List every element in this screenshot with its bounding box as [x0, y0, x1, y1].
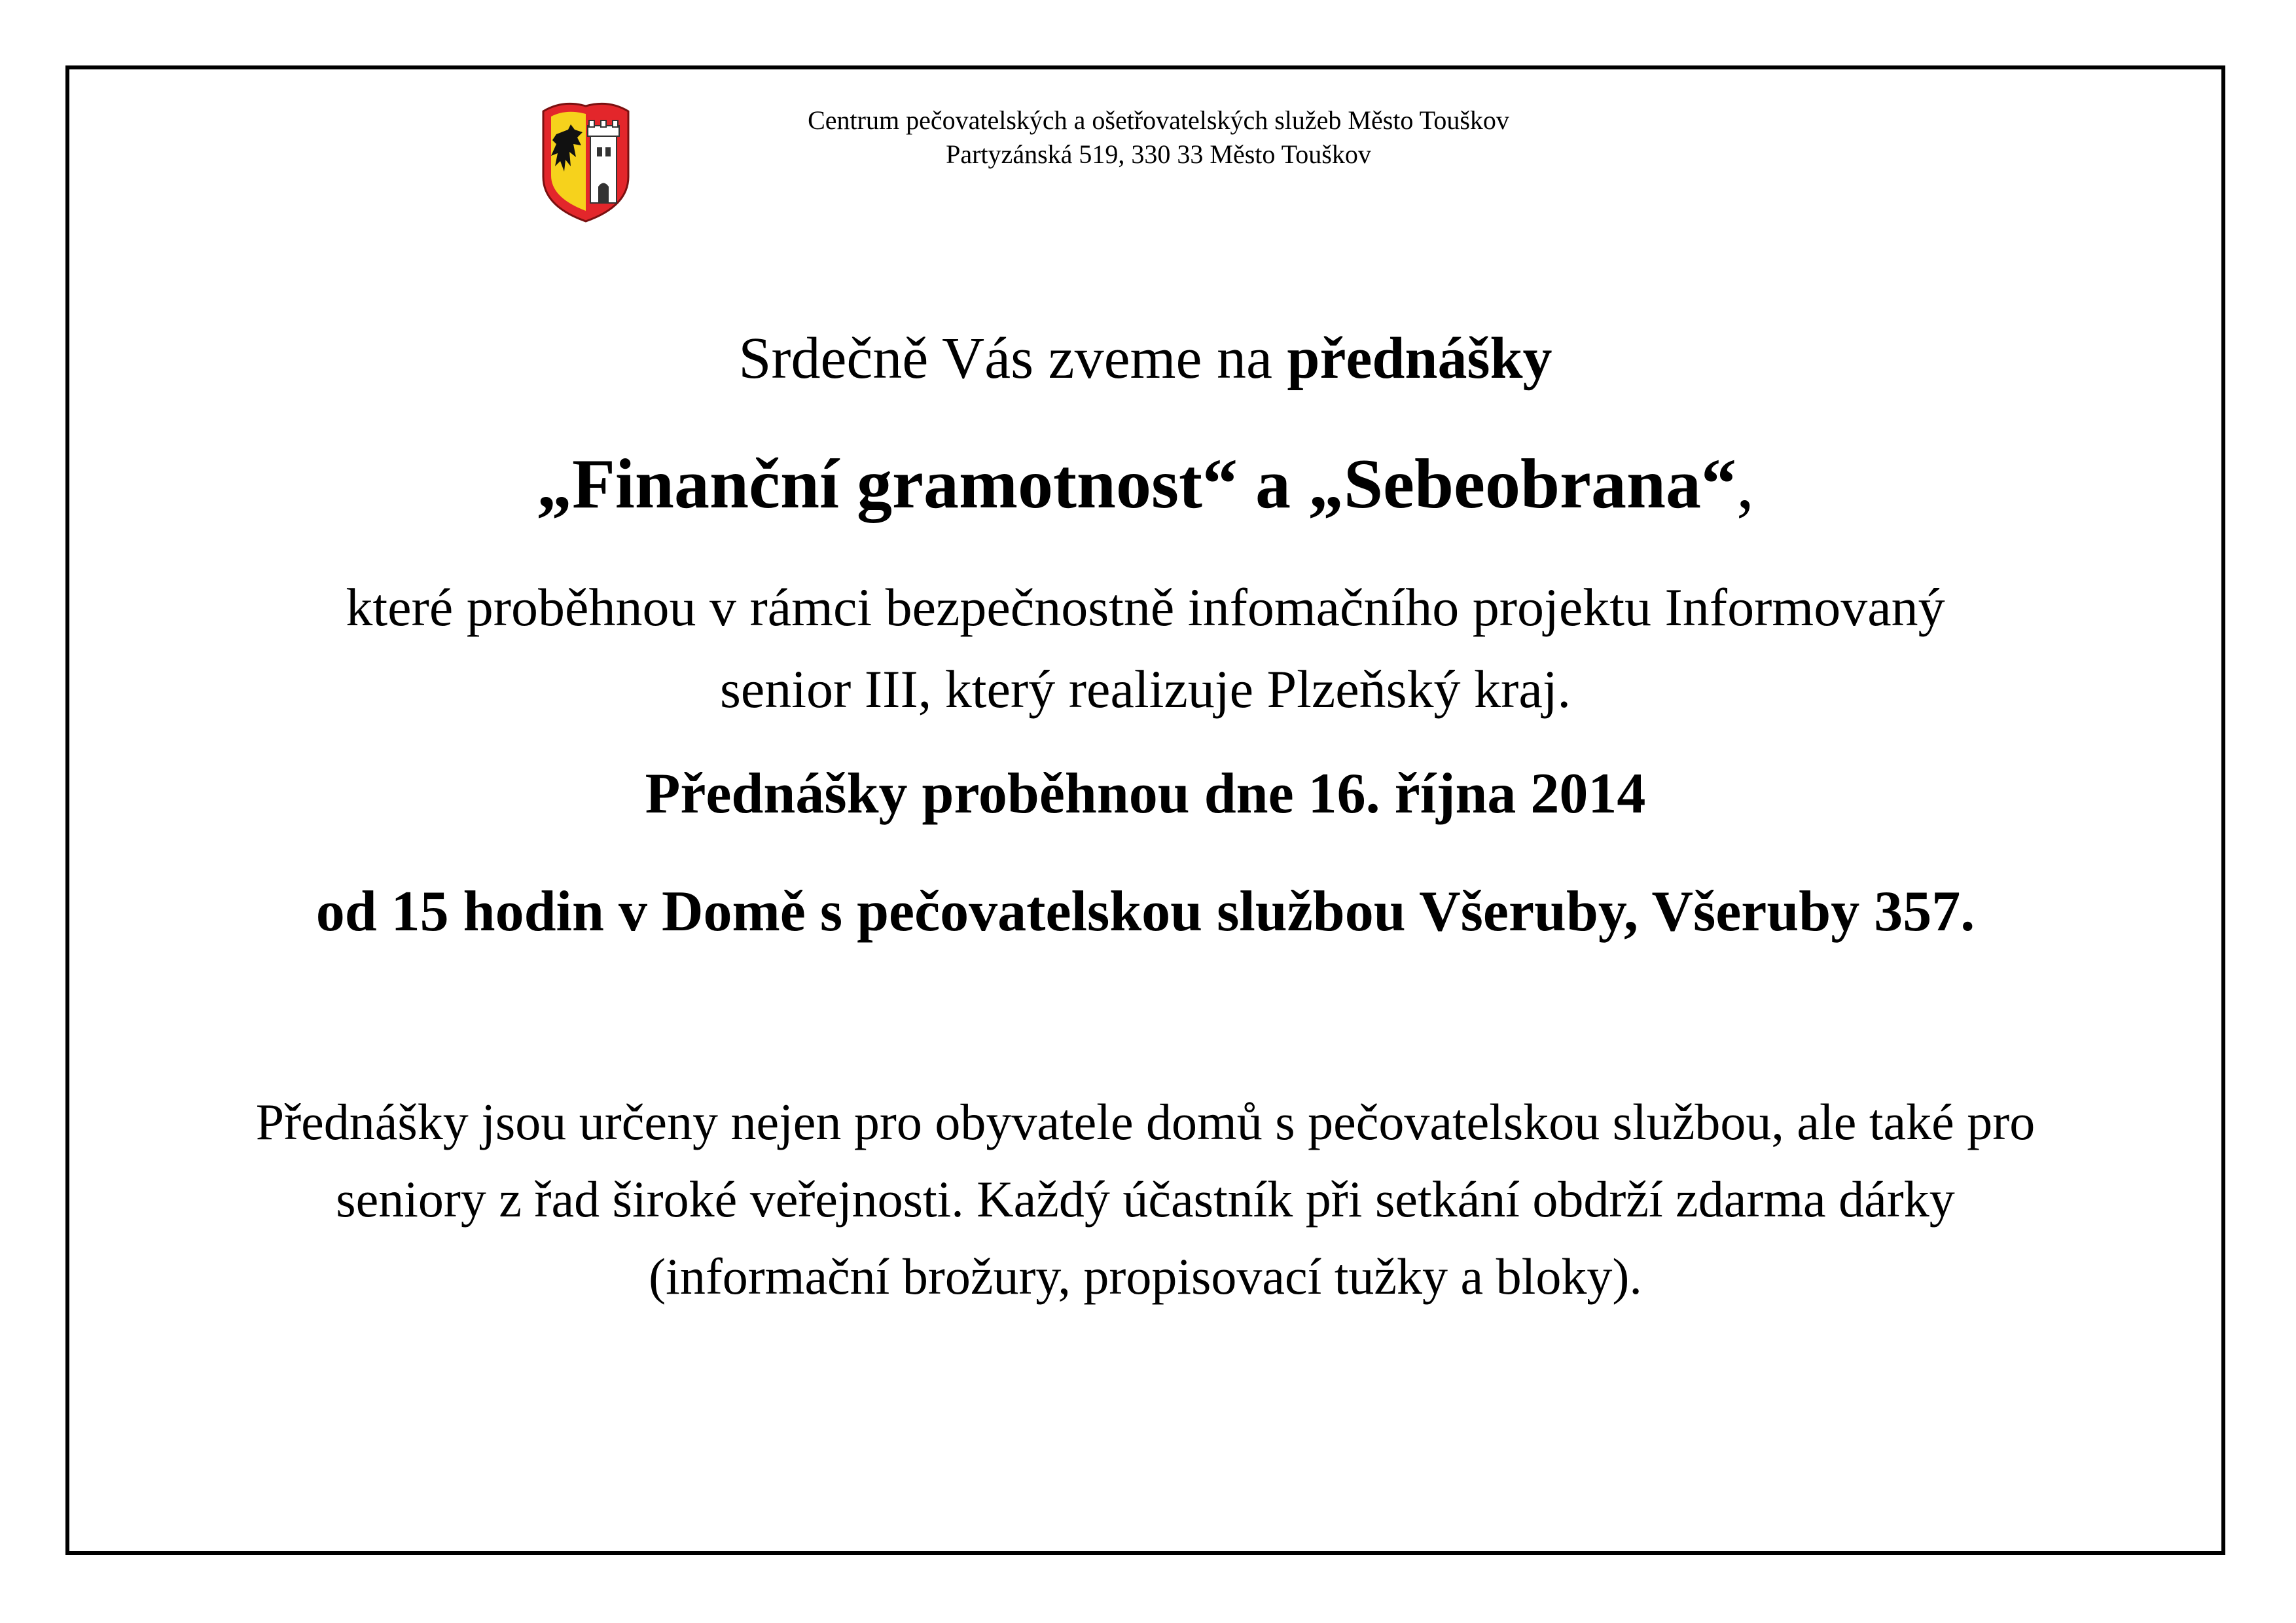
lecture-titles [65, 442, 2225, 527]
organization-address: Partyzánská 519, 330 33 Město Touškov [946, 139, 1371, 169]
intro-emphasis: přednášky [1287, 326, 1552, 391]
project-description [65, 566, 2225, 730]
letterhead [537, 98, 1780, 229]
audience-note-line: (informační brožury, propisovací tužky a bloky). [649, 1248, 1642, 1305]
letterhead-text [668, 103, 1649, 172]
audience-note-line: seniory z řad široké veřejnosti. Každý účastník při setkání obdrží zdarma dárky [336, 1171, 1955, 1228]
project-description-line: které proběhnou v rámci bezpečnostně infomačního projektu Informovaný [346, 577, 1945, 637]
lecture-titles-text: „Finanční gramotnost“ a „Sebeobrana“ [536, 445, 1737, 523]
lecture-titles-comma: , [1736, 445, 1755, 523]
event-date: Přednášky proběhnou dne 16. října 2014 [645, 762, 1646, 826]
intro-text: Srdečně Vás zveme na [738, 326, 1287, 391]
organization-name: Centrum pečovatelských a ošetřovatelských služeb Město Touškov [808, 105, 1509, 135]
event-place: od 15 hodin v Domě s pečovatelskou službou Všeruby, Všeruby 357. [315, 880, 1975, 943]
project-description-line: senior III, který realizuje Plzeňský kraj. [719, 659, 1571, 719]
town-crest-icon [537, 98, 635, 223]
audience-note-line: Přednášky jsou určeny nejen pro obyvatele domů s pečovatelskou službou, ale také pro [255, 1093, 2036, 1150]
audience-note [65, 1084, 2225, 1315]
invitation-intro [65, 319, 2225, 398]
